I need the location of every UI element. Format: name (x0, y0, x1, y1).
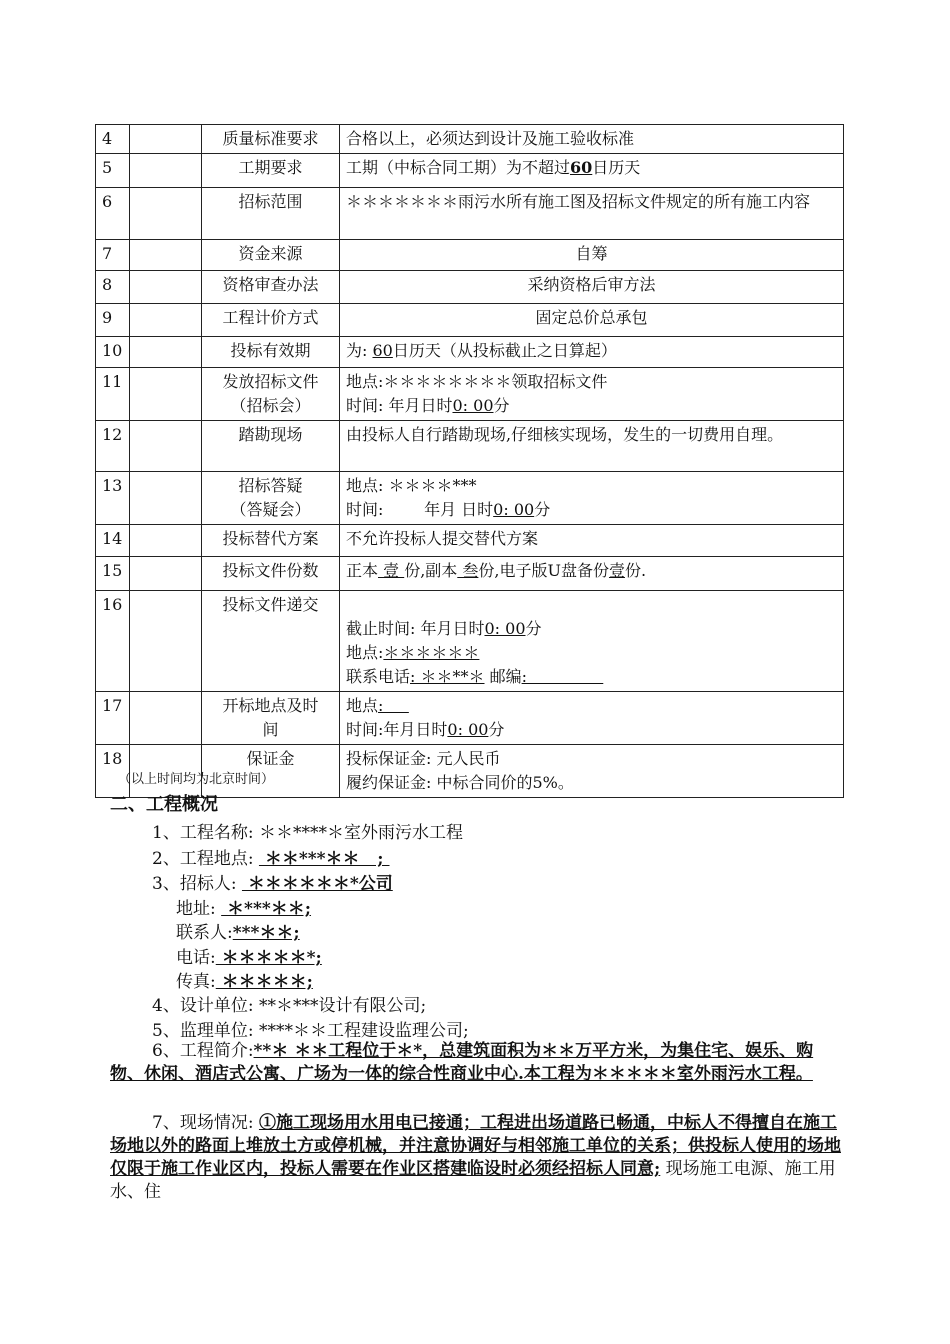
table-row (96, 271, 844, 304)
row-item: 工期要求 (202, 154, 340, 188)
table-row (96, 421, 844, 472)
row-item: 招标范围 (202, 188, 340, 240)
row-content: 正本 壹 份,副本 叁份,电子版U盘备份壹份. (340, 557, 844, 591)
row-item: 资格审查办法 (202, 271, 340, 304)
row-content: 地点:＊＊＊＊＊＊＊＊领取招标文件 时间: 年月日时0: 00分 (340, 368, 844, 421)
row-number: 6 (96, 188, 130, 240)
table-row (96, 472, 844, 525)
row-number: 11 (96, 368, 130, 421)
row-content: 为: 60日历天（从投标截止之日算起） (340, 337, 844, 368)
row-content: 固定总价总承包 (340, 304, 844, 337)
overview-item: 1、工程名称: ＊＊****＊室外雨污水工程 (152, 823, 463, 843)
table-row (96, 525, 844, 557)
table-row (96, 557, 844, 591)
row-item: 资金来源 (202, 240, 340, 271)
overview-paragraph: 6、工程简介:**＊ ＊＊工程位于＊*，总建筑面积为＊＊万平方米，为集住宅、娱乐、购物、休闲、酒店式公寓、广场为一体的综合性商业中心.本工程为＊＊＊＊＊室外雨污水工程。 (110, 1041, 814, 1084)
row-number: 13 (96, 472, 130, 525)
row-number: 5 (96, 154, 130, 188)
table-row (96, 692, 844, 745)
bid-info-table (95, 124, 844, 798)
row-item: 保证金 (202, 745, 340, 798)
overview-item: 电话: ＊＊＊＊＊*; (176, 948, 322, 968)
overview-paragraph: 7、现场情况: ①施工现场用水用电已接通；工程进出场道路已畅通，中标人不得擅自在施工场地以外的路面上堆放土方或停机械，并注意协调好与相邻施工单位的关系；供投标人使用的场地仅限于施工作业区内，投标人需要在作业区搭建临设时必须经招标人同意; 现场施工电源、施工用水、住 (110, 1113, 841, 1202)
row-item: 质量标准要求 (202, 125, 340, 154)
table-row (96, 154, 844, 188)
overview-item: 3、招标人: ＊＊＊＊＊＊*公司 (152, 874, 393, 894)
row-item: 招标答疑 （答疑会） (202, 472, 340, 525)
overview-item: 地址: ＊***＊＊; (176, 899, 312, 919)
row-number: 17 (96, 692, 130, 745)
time-note: （以上时间均为北京时间） (118, 772, 275, 787)
overview-item: 4、设计单位: **＊***设计有限公司; (152, 996, 427, 1016)
overview-item: 传真: ＊＊＊＊＊; (176, 972, 313, 992)
row-item: 踏勘现场 (202, 421, 340, 472)
row-content: 合格以上，必须达到设计及施工验收标准 (340, 125, 844, 154)
row-item: 发放招标文件 （招标会） (202, 368, 340, 421)
row-content: 采纳资格后审方法 (340, 271, 844, 304)
row-number: 4 (96, 125, 130, 154)
row-number: 9 (96, 304, 130, 337)
row-content: 工期（中标合同工期）为不超过60日历天 (340, 154, 844, 188)
row-number: 12 (96, 421, 130, 472)
row-item: 开标地点及时 间 (202, 692, 340, 745)
row-content: 地点: ＊＊＊＊*** 时间: 年月 日时0: 00分 (340, 472, 844, 525)
section-title: 二、工程概况 (110, 794, 218, 815)
row-item: 投标有效期 (202, 337, 340, 368)
row-content: 由投标人自行踏勘现场,仔细核实现场，发生的一切费用自理。 (340, 421, 844, 472)
overview-item: 5、监理单位: ****＊＊工程建设监理公司; (152, 1021, 469, 1041)
row-item: 工程计价方式 (202, 304, 340, 337)
row-number: 14 (96, 525, 130, 557)
table-row (96, 125, 844, 154)
row-content: 不允许投标人提交替代方案 (340, 525, 844, 557)
row-number: 7 (96, 240, 130, 271)
row-number: 15 (96, 557, 130, 591)
table-row (96, 304, 844, 337)
row-content: 截止时间: 年月日时0: 00分 地点:＊＊＊＊＊＊ 联系电话: ＊＊**＊ 邮编: (340, 591, 844, 692)
row-content: ＊＊＊＊＊＊＊雨污水所有施工图及招标文件规定的所有施工内容 (340, 188, 844, 240)
table-row (96, 240, 844, 271)
overview-item: 2、工程地点: ＊＊***＊＊ ; (152, 849, 390, 869)
row-number: 18 (96, 745, 130, 798)
overview-item: 联系人:***＊＊; (176, 923, 300, 943)
row-item: 投标文件递交 (202, 591, 340, 692)
table-row (96, 188, 844, 240)
row-item: 投标替代方案 (202, 525, 340, 557)
row-content: 自筹 (340, 240, 844, 271)
row-content: 投标保证金: 元人民币 履约保证金: 中标合同价的5%。 (340, 745, 844, 798)
table-row (96, 368, 844, 421)
row-content: 地点: 时间:年月日时0: 00分 (340, 692, 844, 745)
row-item: 投标文件份数 (202, 557, 340, 591)
row-number: 8 (96, 271, 130, 304)
row-number: 10 (96, 337, 130, 368)
row-number: 16 (96, 591, 130, 692)
table-row (96, 337, 844, 368)
table-row (96, 591, 844, 692)
